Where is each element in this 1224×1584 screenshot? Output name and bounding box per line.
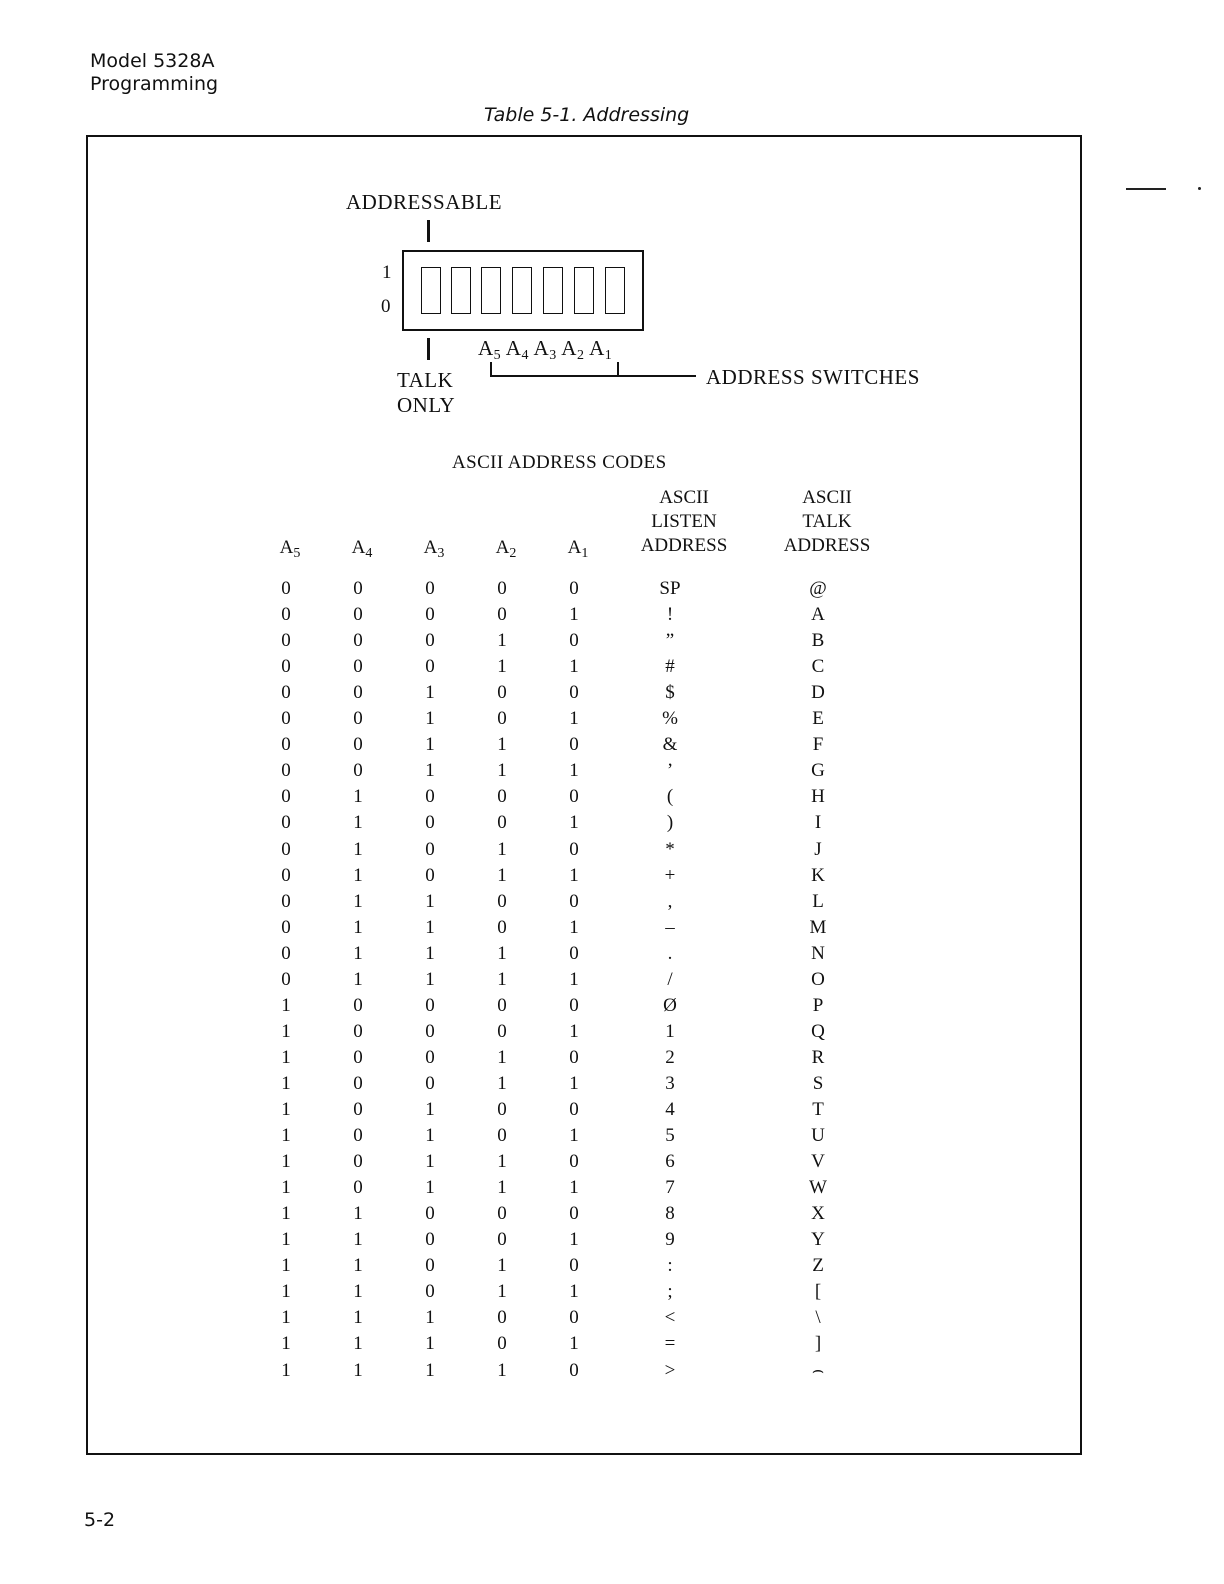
cell-talk: W: [809, 1177, 827, 1199]
cell-listen: 7: [665, 1177, 675, 1199]
level-zero-label: 0: [381, 296, 391, 317]
table-row: [0, 1071, 1224, 1097]
bracket-right-tick: [617, 362, 619, 376]
cell-a2: 1: [497, 656, 507, 678]
cell-a1: 0: [569, 1099, 579, 1120]
level-one-label: 1: [382, 262, 392, 283]
cell-a5: 0: [281, 604, 291, 626]
col-header-a4: $A_4$: [351, 537, 373, 561]
table-row: [0, 1358, 1224, 1384]
cell-a4: 0: [353, 1177, 363, 1199]
cell-talk: N: [811, 942, 825, 964]
cell-a2: 0: [497, 1229, 507, 1251]
cell-a2: 1: [497, 734, 507, 756]
section-label: Programming: [90, 73, 219, 95]
table-row: [0, 967, 1224, 993]
cell-a4: 1: [353, 864, 363, 886]
cell-listen: &: [662, 734, 678, 756]
table-row: [0, 1097, 1224, 1123]
cell-a2: 1: [497, 968, 507, 990]
cell-a5: 1: [281, 1281, 291, 1303]
cell-a2: 1: [497, 1255, 507, 1277]
cell-a4: 1: [353, 1281, 363, 1303]
table-row: [0, 1305, 1224, 1331]
cell-a5: 1: [281, 1255, 291, 1277]
cell-a5: 0: [281, 630, 291, 652]
cell-a1: 1: [569, 656, 579, 678]
cell-a3: 0: [425, 1203, 435, 1225]
table-row: [0, 680, 1224, 706]
cell-a1: 0: [569, 734, 579, 756]
cell-talk: O: [811, 968, 825, 990]
cell-a2: 1: [497, 1046, 507, 1068]
cell-a3: 0: [425, 994, 435, 1016]
cell-a5: 1: [281, 1177, 291, 1199]
cell-a5: 1: [281, 1307, 291, 1329]
cell-a1: 0: [569, 942, 579, 964]
addressable-pointer: [427, 220, 430, 242]
address-bracket-line: [490, 375, 696, 377]
table-row: [0, 941, 1224, 967]
cell-a5: 1: [281, 1125, 291, 1147]
table-row: [0, 837, 1224, 863]
table-row: [0, 1045, 1224, 1071]
cell-a2: 1: [497, 760, 507, 782]
cell-a2: 0: [497, 890, 507, 912]
cell-a1: 0: [569, 1307, 579, 1329]
cell-a2: 0: [497, 994, 507, 1016]
cell-listen: >: [664, 1359, 676, 1381]
table-row: [0, 1175, 1224, 1201]
cell-a3: 0: [425, 630, 435, 652]
cell-a4: 0: [353, 1099, 363, 1120]
cell-a3: 0: [425, 786, 435, 808]
cell-a3: 1: [425, 1177, 435, 1199]
table-row: [0, 706, 1224, 732]
cell-a2: 0: [497, 812, 507, 834]
cell-a4: 0: [353, 1020, 363, 1042]
addressable-label: ADDRESSABLE: [346, 190, 503, 214]
cell-a3: 0: [425, 1046, 435, 1068]
cell-a1: 0: [569, 1255, 579, 1277]
cell-a1: 1: [569, 916, 579, 938]
cell-a3: 0: [425, 1229, 435, 1251]
cell-talk: @: [809, 578, 827, 599]
switch-spare: [605, 267, 625, 314]
cell-a1: 1: [569, 1229, 579, 1251]
table-row: [0, 758, 1224, 784]
cell-listen: SP: [659, 578, 681, 599]
cell-a5: 1: [281, 1333, 291, 1355]
talk-only-pointer: [427, 338, 430, 360]
cell-a1: 1: [569, 708, 579, 730]
cell-a3: 1: [425, 1307, 435, 1329]
cell-a3: 1: [425, 968, 435, 990]
cell-a4: 1: [353, 916, 363, 938]
cell-talk: U: [811, 1125, 825, 1147]
cell-a2: 1: [497, 864, 507, 886]
cell-a2: 0: [497, 1125, 507, 1147]
cell-a1: 1: [569, 1281, 579, 1303]
cell-a4: 1: [353, 942, 363, 964]
cell-listen: 2: [665, 1046, 675, 1068]
address-switches-label: ADDRESS SWITCHES: [706, 365, 920, 389]
cell-a2: 0: [497, 1020, 507, 1042]
cell-a4: 1: [353, 1359, 363, 1381]
cell-listen: %: [662, 708, 678, 730]
cell-a4: 0: [353, 630, 363, 652]
switch-talk-only: [421, 267, 441, 314]
cell-a4: 1: [353, 1255, 363, 1277]
cell-a4: 0: [353, 578, 363, 599]
table-row: [0, 1019, 1224, 1045]
cell-a4: 0: [353, 734, 363, 756]
cell-a3: 1: [425, 760, 435, 782]
talk-only-label-line2: ONLY: [397, 393, 456, 417]
table-row: [0, 993, 1224, 1019]
cell-a2: 1: [497, 630, 507, 652]
cell-a3: 1: [425, 1151, 435, 1173]
cell-listen: ’: [666, 760, 674, 782]
cell-a5: 1: [281, 1020, 291, 1042]
table-row: [0, 576, 1224, 602]
table-row: [0, 1123, 1224, 1149]
cell-a4: 0: [353, 1125, 363, 1147]
cell-a2: 1: [497, 1177, 507, 1199]
cell-talk: L: [812, 890, 824, 912]
cell-a1: 0: [569, 630, 579, 652]
cell-a3: 0: [425, 1255, 435, 1277]
cell-a5: 0: [281, 786, 291, 808]
cell-a3: 0: [425, 656, 435, 678]
cell-a1: 1: [569, 1020, 579, 1042]
cell-a2: 0: [497, 1203, 507, 1225]
cell-a5: 0: [281, 916, 291, 938]
switch-a5: [451, 267, 471, 314]
cell-a4: 1: [353, 968, 363, 990]
cell-talk: P: [812, 994, 824, 1016]
cell-a3: 0: [425, 1281, 435, 1303]
cell-a4: 0: [353, 708, 363, 730]
cell-a1: 1: [569, 968, 579, 990]
table-row: [0, 1149, 1224, 1175]
cell-a1: 0: [569, 786, 579, 808]
cell-a1: 1: [569, 1072, 579, 1094]
cell-a5: 1: [281, 994, 291, 1016]
cell-listen: !: [666, 604, 674, 626]
table-row: [0, 1331, 1224, 1357]
cell-listen: #: [665, 656, 675, 678]
cell-listen: ,: [667, 890, 673, 912]
cell-a1: 0: [569, 1203, 579, 1225]
cell-a5: 1: [281, 1229, 291, 1251]
cell-a3: 1: [425, 1125, 435, 1147]
model-label: Model 5328A: [90, 50, 215, 72]
cell-a2: 0: [497, 708, 507, 730]
cell-a3: 0: [425, 864, 435, 886]
cell-a2: 0: [497, 578, 507, 599]
cell-a4: 0: [353, 1046, 363, 1068]
cell-a3: 0: [425, 838, 435, 860]
col-header-talk: ASCII TALK ADDRESS: [783, 487, 871, 556]
cell-listen: ;: [667, 1281, 673, 1303]
cell-talk: K: [811, 864, 825, 886]
table-row: [0, 784, 1224, 810]
cell-talk: G: [811, 760, 825, 782]
switch-a5-label: A: [478, 336, 494, 360]
cell-a5: 0: [281, 838, 291, 860]
cell-listen: ”: [665, 630, 675, 652]
table-row: [0, 810, 1224, 836]
table-row: [0, 1227, 1224, 1253]
cell-listen: *: [665, 838, 675, 860]
cell-a5: 0: [281, 812, 291, 834]
cell-a3: 1: [425, 682, 435, 704]
cell-a2: 1: [497, 1281, 507, 1303]
col-header-a3: $A_3$: [423, 537, 445, 561]
cell-a1: 1: [569, 1177, 579, 1199]
cell-listen: =: [664, 1333, 676, 1355]
cell-a3: 1: [425, 1333, 435, 1355]
cell-listen: 5: [665, 1125, 675, 1147]
cell-talk: S: [812, 1072, 824, 1094]
cell-a1: 0: [569, 994, 579, 1016]
cell-a1: 1: [569, 1333, 579, 1355]
cell-a5: 1: [281, 1046, 291, 1068]
cell-a3: 1: [425, 734, 435, 756]
cell-listen: 1: [665, 1020, 675, 1042]
cell-a5: 0: [281, 968, 291, 990]
cell-a3: 0: [425, 1020, 435, 1042]
cell-listen: <: [664, 1307, 676, 1329]
cell-talk: B: [811, 630, 825, 652]
table-row: [0, 1201, 1224, 1227]
cell-listen: Ø: [663, 994, 677, 1016]
page-number: 5-2: [84, 1509, 116, 1531]
col-header-listen: ASCII LISTEN ADDRESS: [640, 487, 728, 556]
cell-a5: 0: [281, 578, 291, 599]
table-row: [0, 1253, 1224, 1279]
cell-a4: 0: [353, 994, 363, 1016]
cell-a4: 0: [353, 682, 363, 704]
cell-talk: Q: [811, 1020, 825, 1042]
switch-a1: [574, 267, 594, 314]
col-header-a1: $A_1$: [567, 537, 589, 561]
cell-a4: 0: [353, 656, 363, 678]
cell-a1: 1: [569, 812, 579, 834]
switch-a3-label: A: [533, 336, 550, 360]
table-row: [0, 1279, 1224, 1305]
cell-a5: 1: [281, 1072, 291, 1094]
cell-a5: 0: [281, 864, 291, 886]
cell-talk: T: [812, 1099, 824, 1120]
cell-talk: M: [809, 916, 827, 938]
cell-a5: 1: [281, 1359, 291, 1381]
cell-a5: 0: [281, 708, 291, 730]
cell-a4: 1: [353, 1307, 363, 1329]
cell-a3: 1: [425, 942, 435, 964]
cell-a2: 0: [497, 1099, 507, 1120]
cell-a1: 1: [569, 864, 579, 886]
cell-listen: 3: [665, 1072, 675, 1094]
cell-a3: 1: [425, 916, 435, 938]
cell-a1: 0: [569, 682, 579, 704]
cell-a5: 1: [281, 1151, 291, 1173]
cell-a2: 0: [497, 682, 507, 704]
table-row: [0, 732, 1224, 758]
table-row: [0, 889, 1224, 915]
cell-a3: 0: [425, 1072, 435, 1094]
switch-a4: [481, 267, 501, 314]
cell-a4: 1: [353, 812, 363, 834]
cell-a2: 1: [497, 942, 507, 964]
cell-a3: 1: [425, 890, 435, 912]
cell-listen: 9: [665, 1229, 675, 1251]
cell-a5: 1: [281, 1203, 291, 1225]
cell-a1: 0: [569, 578, 579, 599]
cell-a5: 0: [281, 682, 291, 704]
cell-a3: 0: [425, 812, 435, 834]
cell-a1: 0: [569, 890, 579, 912]
cell-a4: 1: [353, 1333, 363, 1355]
cell-a2: 1: [497, 1151, 507, 1173]
codes-title: ASCII ADDRESS CODES: [452, 452, 667, 473]
table-row: [0, 602, 1224, 628]
cell-a2: 0: [497, 1307, 507, 1329]
cell-a2: 0: [497, 1333, 507, 1355]
cell-a2: 0: [497, 916, 507, 938]
cell-a2: 1: [497, 838, 507, 860]
cell-a3: 1: [425, 1099, 435, 1120]
cell-a4: 1: [353, 890, 363, 912]
cell-a4: 0: [353, 760, 363, 782]
col-header-a2: $A_2$: [495, 537, 517, 561]
table-row: [0, 654, 1224, 680]
cell-a2: 1: [497, 1359, 507, 1381]
cell-listen: $: [665, 682, 675, 704]
cell-a3: 1: [425, 1359, 435, 1381]
cell-talk: ⌢: [811, 1359, 825, 1381]
cell-listen: ): [666, 812, 674, 834]
cell-a5: 0: [281, 890, 291, 912]
cell-talk: \: [815, 1307, 821, 1329]
cell-listen: –: [665, 916, 675, 938]
cell-a5: 0: [281, 760, 291, 782]
talk-only-label-line1: TALK: [397, 368, 454, 392]
cell-a2: 1: [497, 1072, 507, 1094]
switch-a1-label: A: [589, 336, 605, 360]
cell-a2: 0: [497, 604, 507, 626]
cell-a4: 1: [353, 838, 363, 860]
cell-talk: I: [814, 812, 822, 834]
cell-a1: 0: [569, 1046, 579, 1068]
cell-a3: 0: [425, 604, 435, 626]
cell-a4: 0: [353, 1072, 363, 1094]
cell-a1: 0: [569, 838, 579, 860]
cell-listen: /: [667, 968, 673, 990]
cell-listen: :: [667, 1255, 673, 1277]
cell-a3: 1: [425, 708, 435, 730]
cell-listen: 4: [665, 1099, 675, 1120]
col-header-a5: $A_5$: [279, 537, 301, 561]
cell-listen: (: [666, 786, 674, 808]
cell-talk: V: [811, 1151, 825, 1173]
cell-talk: C: [811, 656, 825, 678]
cell-a1: 0: [569, 1359, 579, 1381]
cell-a5: 0: [281, 942, 291, 964]
switch-a2-label: A: [561, 336, 577, 360]
cell-listen: .: [667, 942, 673, 964]
cell-a5: 0: [281, 734, 291, 756]
cell-a1: 0: [569, 1151, 579, 1173]
switch-a4-label: A: [505, 336, 522, 360]
cell-a1: 1: [569, 760, 579, 782]
switch-address-labels: $A_5$ $A_4$ $A_3$ $A_2$ $A_1$: [478, 336, 613, 363]
cell-talk: E: [812, 708, 824, 730]
cell-talk: A: [811, 604, 825, 626]
cell-talk: Y: [811, 1229, 825, 1251]
cell-talk: F: [812, 734, 824, 756]
cell-talk: Z: [812, 1255, 824, 1277]
cell-talk: [: [814, 1281, 822, 1303]
cell-listen: +: [664, 864, 676, 886]
cell-a4: 0: [353, 604, 363, 626]
cell-talk: H: [811, 786, 825, 808]
cell-a4: 1: [353, 1229, 363, 1251]
switch-a3: [512, 267, 532, 314]
cell-listen: 6: [665, 1151, 675, 1173]
cell-a5: 0: [281, 656, 291, 678]
table-caption: Table 5-1. Addressing: [484, 104, 690, 126]
cell-talk: D: [811, 682, 825, 704]
cell-listen: 8: [665, 1203, 675, 1225]
margin-dot: [1198, 187, 1201, 190]
bracket-left-tick: [490, 362, 492, 376]
cell-talk: X: [811, 1203, 825, 1225]
cell-a5: 1: [281, 1099, 291, 1120]
cell-a4: 1: [353, 786, 363, 808]
cell-a3: 0: [425, 578, 435, 599]
switch-a2: [543, 267, 563, 314]
table-row: [0, 863, 1224, 889]
cell-talk: ]: [814, 1333, 822, 1355]
margin-mark: [1126, 188, 1166, 190]
dip-switch-block: [402, 250, 644, 331]
cell-a1: 1: [569, 1125, 579, 1147]
cell-talk: R: [811, 1046, 825, 1068]
cell-talk: J: [814, 838, 822, 860]
table-row: [0, 628, 1224, 654]
cell-a2: 0: [497, 786, 507, 808]
cell-a1: 1: [569, 604, 579, 626]
cell-a4: 0: [353, 1151, 363, 1173]
cell-a4: 1: [353, 1203, 363, 1225]
table-row: [0, 915, 1224, 941]
